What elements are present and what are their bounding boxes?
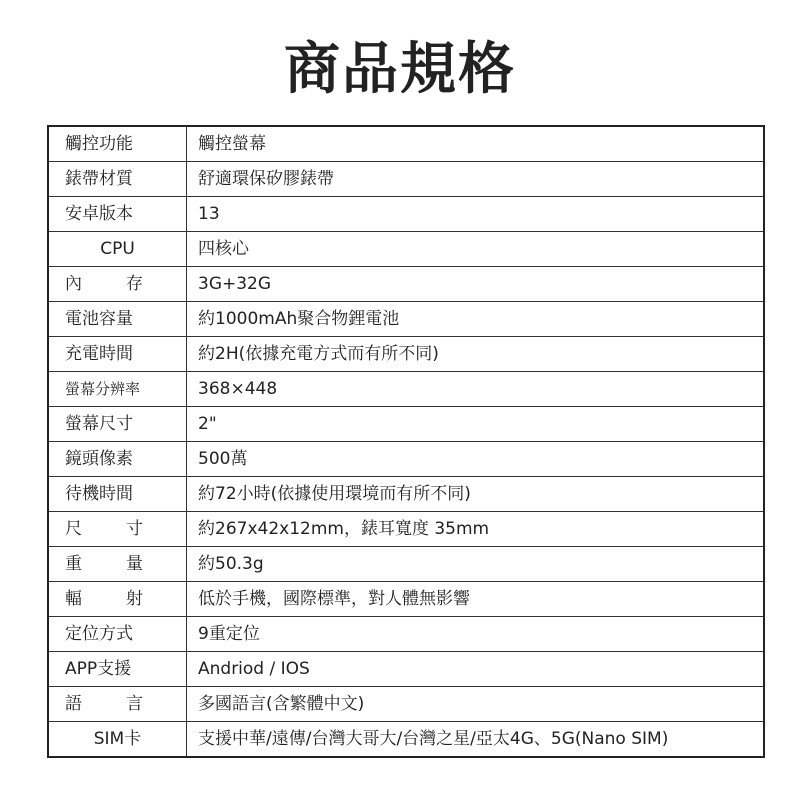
spec-label [48,267,187,302]
table-row [48,197,764,232]
page-title: 商品規格 [284,37,516,102]
spec-value: 368×448 [187,372,765,407]
table-row [48,687,764,722]
spec-label [48,582,187,617]
spec-value: 約2H(依據充電方式而有所不同) [187,337,765,372]
spec-value: 2" [187,407,765,442]
spec-value: 支援中華/遠傳/台灣大哥大/台灣之星/亞太4G、5G(Nano SIM) [187,722,765,758]
table-row [48,407,764,442]
spec-label: 錶帶材質 [48,162,187,197]
spec-value: 約267x42x12mm，錶耳寬度 35mm [187,512,765,547]
spec-label-char: 寸 [126,519,143,539]
spec-label [48,512,187,547]
spec-label-spread [65,519,143,539]
spec-value: Andriod / IOS [187,652,765,687]
table-row [48,652,764,687]
spec-label: 電池容量 [48,302,187,337]
spec-label: CPU [48,232,187,267]
spec-label-char: 輻 [65,589,82,609]
spec-label: 定位方式 [48,617,187,652]
spec-label [48,687,187,722]
spec-label-char: 存 [126,274,143,294]
spec-label-char: 言 [126,694,143,714]
spec-value: 約50.3g [187,547,765,582]
table-row [48,267,764,302]
spec-value: 觸控螢幕 [187,126,765,162]
table-row [48,722,764,758]
spec-label-char: 語 [65,694,82,714]
spec-value: 500萬 [187,442,765,477]
table-row [48,477,764,512]
spec-label-spread [65,589,143,609]
table-row [48,582,764,617]
spec-label: 觸控功能 [48,126,187,162]
spec-table [47,125,765,758]
table-row [48,512,764,547]
table-row [48,232,764,267]
spec-label-char: 重 [65,554,82,574]
spec-label-spread [65,554,143,574]
spec-label-spread [65,274,143,294]
spec-label: 充電時間 [48,337,187,372]
spec-label [48,547,187,582]
spec-label: 螢幕分辨率 [48,372,187,407]
spec-label: SIM卡 [48,722,187,758]
spec-label-char: 內 [65,274,82,294]
table-row [48,126,764,162]
spec-label: 鏡頭像素 [48,442,187,477]
spec-value: 9重定位 [187,617,765,652]
table-row [48,442,764,477]
spec-label: 安卓版本 [48,197,187,232]
spec-label-char: 尺 [65,519,82,539]
table-row [48,372,764,407]
spec-label-char: 量 [126,554,143,574]
spec-value: 四核心 [187,232,765,267]
spec-value: 約1000mAh聚合物鋰電池 [187,302,765,337]
spec-value: 多國語言(含繁體中文) [187,687,765,722]
spec-value: 13 [187,197,765,232]
table-row [48,302,764,337]
table-row [48,547,764,582]
spec-value: 舒適環保矽膠錶帶 [187,162,765,197]
spec-value: 約72小時(依據使用環境而有所不同) [187,477,765,512]
spec-label: 待機時間 [48,477,187,512]
spec-label-char: 射 [126,589,143,609]
spec-label: 螢幕尺寸 [48,407,187,442]
spec-label-spread [65,694,143,714]
table-row [48,617,764,652]
spec-label: APP支援 [48,652,187,687]
spec-value: 低於手機，國際標準，對人體無影響 [187,582,765,617]
spec-value: 3G+32G [187,267,765,302]
table-row [48,162,764,197]
table-row [48,337,764,372]
